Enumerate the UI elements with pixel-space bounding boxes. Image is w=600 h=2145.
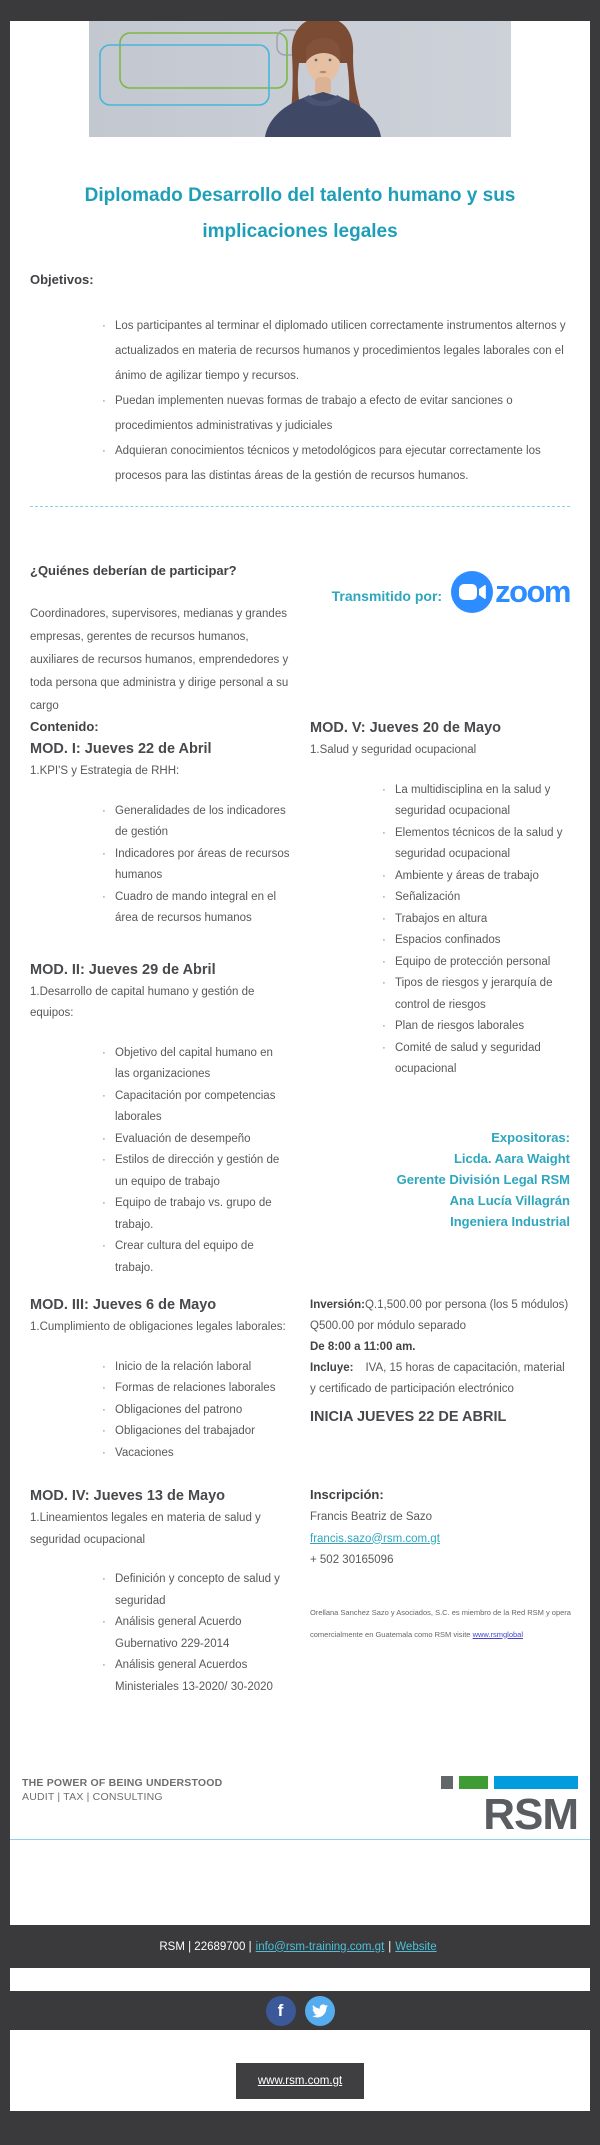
inscripcion-heading: Inscripción:	[310, 1487, 384, 1502]
website-button[interactable]: www.rsm.com.gt	[236, 2063, 364, 2099]
module-bullets	[30, 1357, 290, 1465]
expositora-line: Ana Lucía Villagrán	[449, 1192, 570, 1208]
tagline-block	[22, 1776, 222, 1804]
contenido-heading: Contenido:	[30, 719, 99, 734]
module-5	[310, 718, 570, 1081]
rsm-logo	[441, 1776, 578, 1839]
transmitido-label: Transmitido por:	[331, 588, 443, 604]
module-1	[30, 739, 290, 930]
rsm-services: AUDIT | TAX | CONSULTING	[22, 1791, 163, 1803]
participants-cell	[30, 562, 290, 718]
module-title: MOD. IV: Jueves 13 de Mayo	[30, 1488, 226, 1504]
inversion-label: Inversión:	[310, 1299, 365, 1311]
bullet-item: · Espacios confinados	[380, 930, 570, 952]
zoom-logo	[450, 570, 570, 614]
white-band	[10, 1968, 590, 1991]
page-title: Diplomado Desarrollo del talento humano y sus implicaciones legales	[84, 185, 516, 242]
website-link[interactable]: Website	[395, 1940, 437, 1953]
bullet-item: · Cuadro de mando integral en el área de recursos humanos	[100, 887, 290, 930]
twitter-button[interactable]	[305, 1996, 335, 2026]
inversion-value: Q.1,500.00 por persona (los 5 módulos)	[364, 1299, 569, 1311]
module-subtitle: 1.KPI'S y Estrategia de RHH:	[30, 765, 180, 777]
dashed-divider	[30, 506, 570, 507]
bullet-item: · Equipo de trabajo vs. grupo de trabajo.	[100, 1193, 290, 1236]
module-title: MOD. I: Jueves 22 de Abril	[30, 741, 212, 757]
bullet-item: · Formas de relaciones laborales	[100, 1378, 290, 1400]
module-5-cell	[310, 718, 570, 1279]
social-band	[10, 1991, 590, 2030]
legal-disclaimer	[310, 1602, 592, 1646]
rsm-brand-footer	[10, 1776, 590, 1839]
participants-body: Coordinadores, supervisores, medianas y grandes empresas, gerentes de recursos humanos, auxiliares de recursos humanos, emprendedores y toda persona que administra y dirige personal a su cargo	[30, 608, 289, 712]
expositoras-heading: Expositoras:	[491, 1129, 570, 1145]
bullet-item: · Elementos técnicos de la salud y seguridad ocupacional	[380, 823, 570, 866]
bullet-item: · Definición y concepto de salud y seguridad	[100, 1569, 290, 1612]
module-title: MOD. III: Jueves 6 de Mayo	[30, 1297, 217, 1313]
inscripcion-email-link[interactable]: francis.sazo@rsm.com.gt	[310, 1532, 440, 1545]
inversion-cell	[310, 1295, 570, 1464]
rsm-logo-blocks-icon	[441, 1776, 578, 1789]
facebook-icon: f	[277, 2000, 284, 2020]
module-subtitle: 1.Salud y seguridad ocupacional	[310, 744, 477, 756]
bullet-item: · Indicadores por áreas de recursos humanos	[100, 844, 290, 887]
objective-item: · Los participantes al terminar el diplomado utilicen correctamente instrumentos alternos y actualizados en materia de recursos humanos y procedimientos legales laborales con el ánimo de agilizar tiempo y recursos.	[100, 314, 570, 389]
content-grid	[10, 562, 590, 1698]
bullet-item: · Inicio de la relación laboral	[100, 1357, 290, 1379]
module-4	[30, 1486, 290, 1698]
expositoras-lines	[310, 1148, 570, 1232]
module-2	[30, 960, 290, 1280]
objective-item: · Puedan implementen nuevas formas de trabajo a efecto de evitar sanciones o procedimientos administrativas y judiciales	[100, 389, 570, 439]
zoom-wordmark: zoom	[495, 574, 570, 609]
bottom-section	[10, 2030, 590, 2111]
contact-bar-email-link[interactable]: info@rsm-training.com.gt	[255, 1940, 385, 1953]
rsm-green-block-icon	[459, 1776, 488, 1789]
bullet-item: · Generalidades de los indicadores de gestión	[100, 801, 290, 844]
per-module-price: Q500.00 por módulo separado	[310, 1320, 466, 1332]
bullet-item: · Comité de salud y seguridad ocupacional	[380, 1038, 570, 1081]
module-title: MOD. V: Jueves 20 de Mayo	[310, 720, 501, 736]
rsmglobal-link[interactable]: www.rsmglobal	[472, 1629, 523, 1639]
contact-bar	[0, 1925, 600, 1968]
objectives-heading: Objetivos:	[30, 272, 94, 287]
contact-bar-separator: |	[388, 1940, 392, 1953]
bullet-item: · Tipos de riesgos y jerarquía de control de riesgos	[380, 973, 570, 1016]
inscripcion-cell	[310, 1486, 570, 1698]
contact-bar-prefix: RSM | 22689700 |	[159, 1940, 252, 1953]
bullet-item: · Crear cultura del equipo de trabajo.	[100, 1236, 290, 1279]
facebook-button[interactable]	[266, 1996, 296, 2026]
bullet-item: · Plan de riesgos laborales	[380, 1016, 570, 1038]
module-bullets	[30, 801, 290, 930]
email-body	[10, 21, 590, 1925]
contenido-cell	[30, 718, 290, 1279]
module-4-cell	[30, 1486, 290, 1698]
bullet-item: · Evaluación de desempeño	[100, 1129, 290, 1151]
inversion-line	[310, 1295, 570, 1316]
bullet-item: · Objetivo del capital humano en las organizaciones	[100, 1043, 290, 1086]
participants-heading: ¿Quiénes deberían de participar?	[30, 563, 237, 578]
bullet-item: · Equipo de protección personal	[380, 952, 570, 974]
module-3-cell	[30, 1295, 290, 1464]
bullet-item: · Vacaciones	[100, 1443, 290, 1465]
module-bullets	[310, 780, 570, 1081]
bullet-item: · Ambiente y áreas de trabajo	[380, 866, 570, 888]
expositora-line: Licda. Aara Waight	[453, 1150, 570, 1166]
twitter-icon	[312, 2003, 328, 2019]
bullet-item: · Trabajos en altura	[380, 909, 570, 931]
rsm-blue-block-icon	[494, 1776, 578, 1789]
module-bullets	[30, 1043, 290, 1280]
module-title: MOD. II: Jueves 29 de Abril	[30, 961, 216, 978]
bullet-item: · Análisis general Acuerdo Gubernativo 229-2014	[100, 1612, 290, 1655]
objectives-section	[10, 271, 590, 489]
bullet-item: · Señalización	[380, 887, 570, 909]
schedule: De 8:00 a 11:00 am.	[310, 1341, 416, 1353]
bullet-item: · La multidisciplina en la salud y seguridad ocupacional	[380, 780, 570, 823]
bullet-item: · Estilos de dirección y gestión de un equipo de trabajo	[100, 1150, 290, 1193]
transmitido-cell	[310, 562, 570, 718]
disclaimer-text: Orellana Sanchez Sazo y Asociados, S.C. es miembro de la Red RSM y opera comercialmente en Guatemala como RSM visite	[310, 1607, 571, 1639]
bullet-item: · Capacitación por competencias laborales	[100, 1086, 290, 1129]
objectives-list	[30, 314, 570, 489]
start-date: INICIA JUEVES 22 DE ABRIL	[310, 1409, 507, 1425]
incluye-value: IVA, 15 horas de capacitación, material y certificado de participación electrónico	[310, 1362, 565, 1395]
rsm-logo-text: RSM	[483, 1790, 578, 1839]
incluye-line	[310, 1358, 570, 1400]
expositora-line: Ingeniera Industrial	[450, 1213, 570, 1229]
module-subtitle: 1.Lineamientos legales en materia de salud y seguridad ocupacional	[30, 1512, 261, 1546]
expositora-line: Gerente División Legal RSM	[396, 1171, 570, 1187]
zoom-camera-icon	[450, 570, 494, 614]
module-3	[30, 1295, 290, 1464]
rsm-tagline: THE POWER OF BEING UNDERSTOOD	[22, 1777, 223, 1789]
expositoras-block	[310, 1127, 570, 1232]
header-photo-illustration	[89, 21, 511, 137]
module-bullets	[30, 1569, 290, 1698]
bullet-item: · Obligaciones del trabajador	[100, 1421, 290, 1443]
footer-divider	[10, 1839, 590, 1840]
objective-item: · Adquieran conocimientos técnicos y metodológicos para ejecutar correctamente los procesos para las distintas áreas de la gestión de recursos humanos.	[100, 439, 570, 489]
bullet-item: · Obligaciones del patrono	[100, 1400, 290, 1422]
rsm-gray-block-icon	[441, 1776, 453, 1789]
contact-name: Francis Beatriz de Sazo	[310, 1511, 433, 1523]
module-subtitle: 1.Cumplimiento de obligaciones legales laborales:	[30, 1321, 286, 1333]
contact-phone: + 502 30165096	[310, 1554, 394, 1566]
bullet-item: · Análisis general Acuerdos Ministeriales 13-2020/ 30-2020	[100, 1655, 290, 1698]
incluye-label: Incluye:	[310, 1362, 354, 1374]
module-subtitle: 1.Desarrollo de capital humano y gestión de equipos:	[30, 985, 255, 1019]
